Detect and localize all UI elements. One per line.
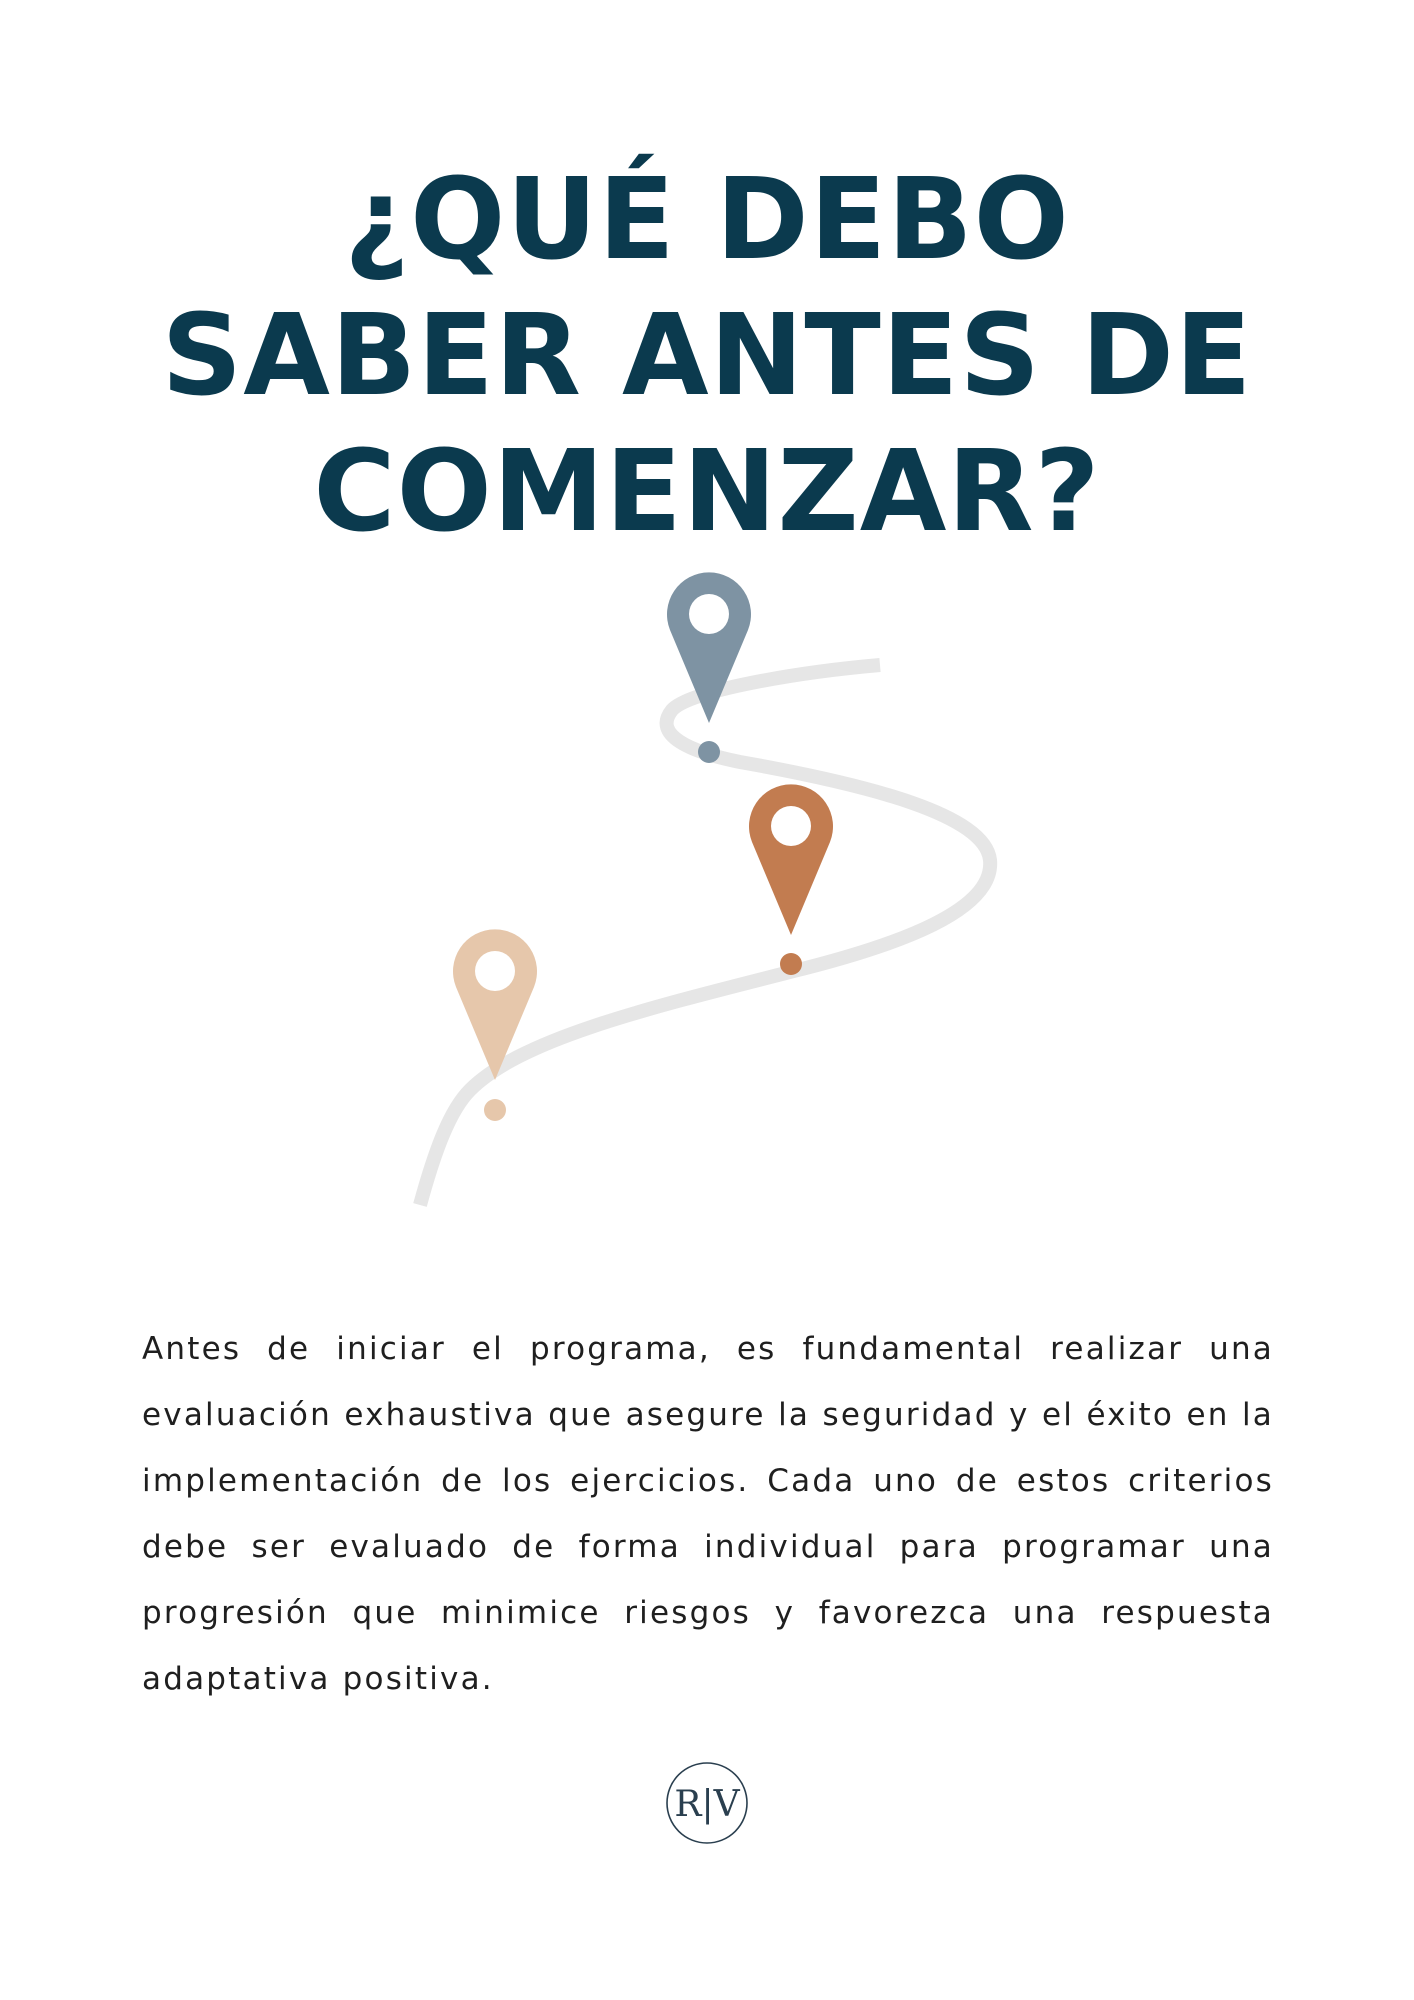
road-map-illustration (0, 570, 1414, 1220)
logo-text: R|V (674, 1784, 740, 1825)
title-line-2: SABER ANTES DE (161, 291, 1253, 421)
title-line-1: ¿QUÉ DEBO (344, 155, 1070, 285)
page-title (0, 152, 1414, 560)
intro-paragraph: Antes de iniciar el programa, es fundamental realizar una evaluación exhaustiva que asegure la seguridad y el éxito en la implementación de los ejercicios. Cada uno de estos criterios debe ser evaluado de forma individual para programar una progresión que minimice riesgos y favorezca una respuesta adaptativa positiva. (142, 1331, 1274, 1697)
rv-logo (665, 1761, 749, 1845)
map-pin-icon (749, 784, 833, 975)
title-line-3: COMENZAR? (313, 427, 1101, 557)
